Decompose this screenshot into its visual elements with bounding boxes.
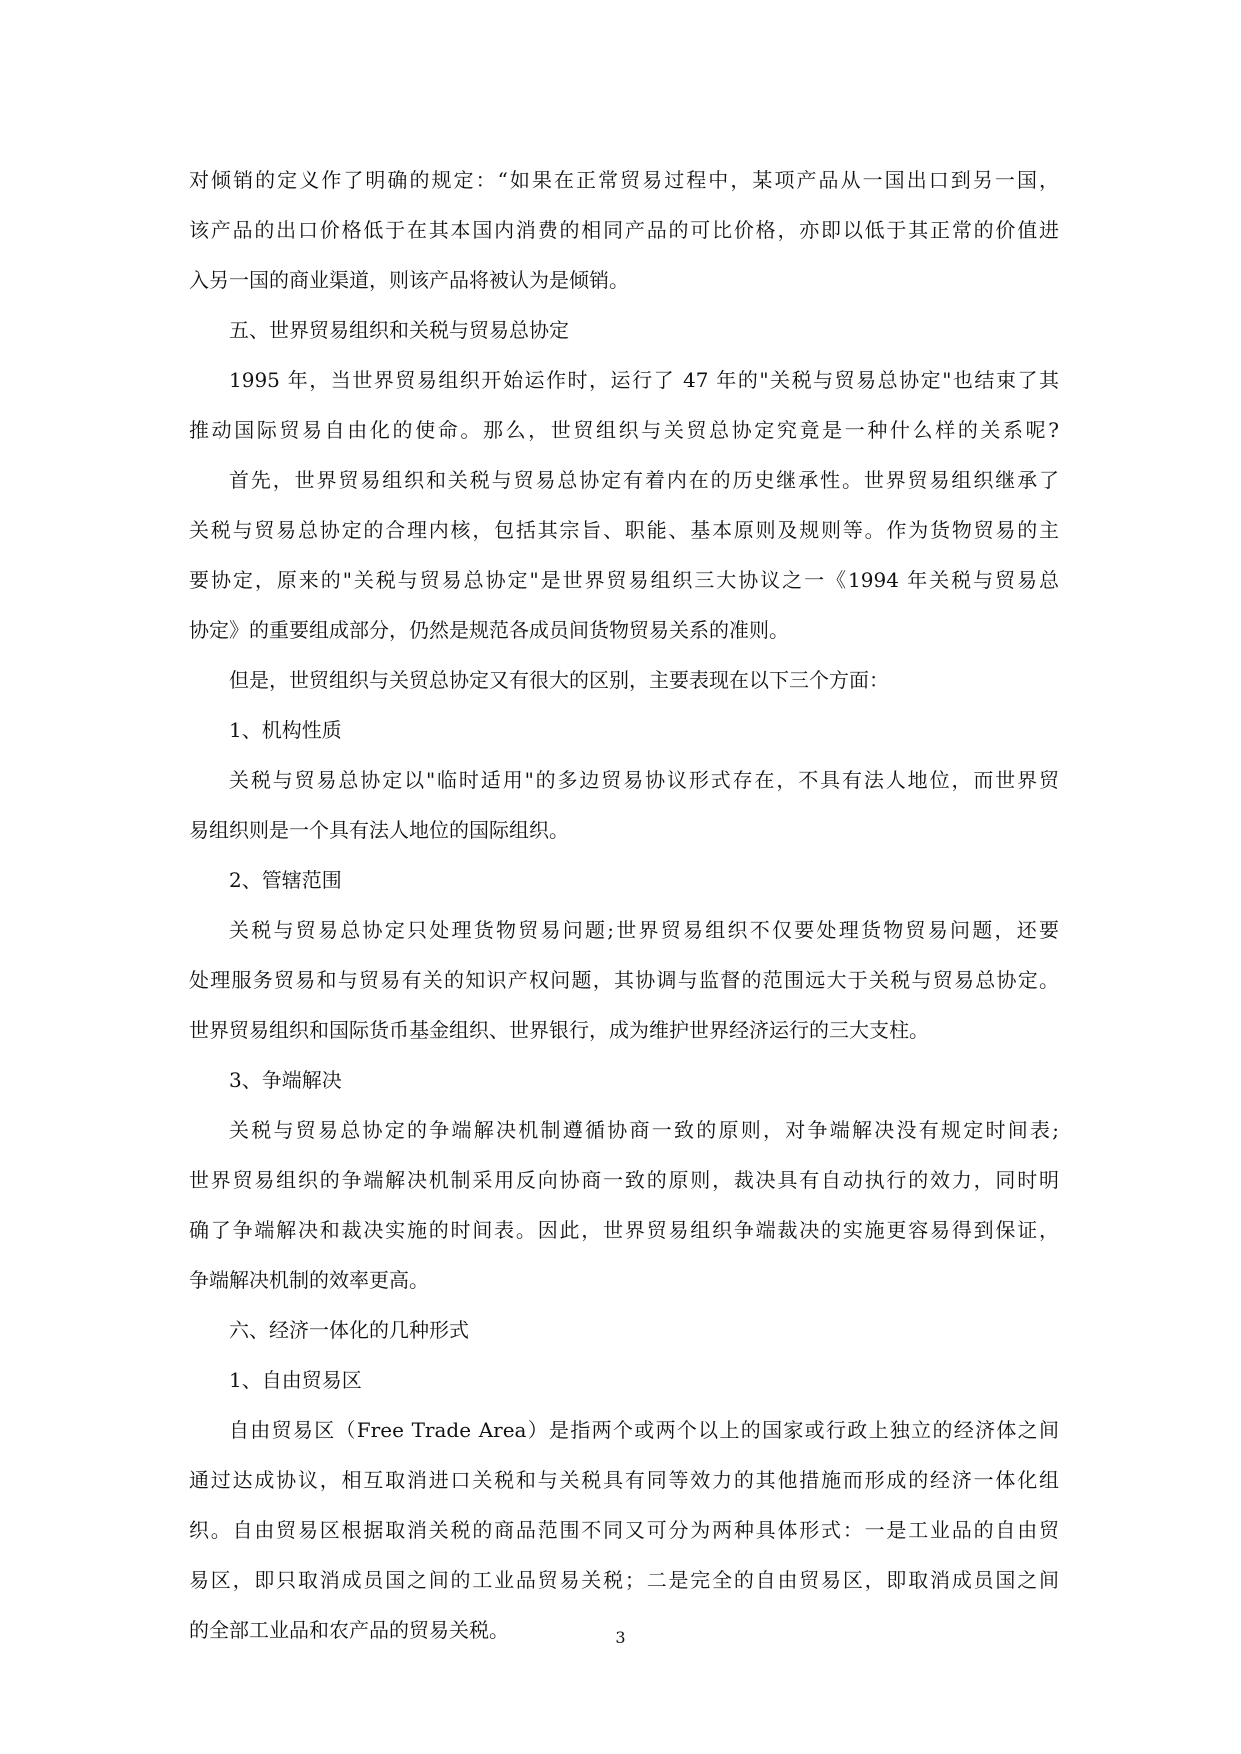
body-text-line: 处理服务贸易和与贸易有关的知识产权问题，其协调与监督的范围远大于关税与贸易总协定。 [189, 968, 1059, 992]
body-text-line: 通过达成协议，相互取消进口关税和与关税具有同等效力的其他措施而形成的经济一体化组 [189, 1468, 1059, 1492]
body-text-line: 的全部工业品和农产品的贸易关税。 [189, 1618, 509, 1642]
body-text-line: 对倾销的定义作了明确的规定：“如果在正常贸易过程中，某项产品从一国出口到另一国， [189, 168, 1059, 192]
section-heading: 五、世界贸易组织和关税与贸易总协定 [229, 318, 569, 342]
section-heading: 六、经济一体化的几种形式 [229, 1318, 469, 1342]
body-text-line: 世界贸易组织和国际货币基金组织、世界银行，成为维护世界经济运行的三大支柱。 [189, 1018, 929, 1042]
body-text-line: 确了争端解决和裁决实施的时间表。因此，世界贸易组织争端裁决的实施更容易得到保证， [189, 1218, 1059, 1242]
document-body [189, 155, 1059, 1655]
body-text-line: 1995 年，当世界贸易组织开始运作时，运行了 47 年的"关税与贸易总协定"也结束了其 [229, 368, 1059, 392]
body-text-line: 关税与贸易总协定的合理内核，包括其宗旨、职能、基本原则及规则等。作为货物贸易的主 [189, 518, 1059, 542]
body-text-line: 该产品的出口价格低于在其本国内消费的相同产品的可比价格，亦即以低于其正常的价值进 [189, 218, 1059, 242]
body-text-line: 协定》的重要组成部分，仍然是规范各成员间货物贸易关系的准则。 [189, 618, 789, 642]
body-text-line: 要协定，原来的"关税与贸易总协定"是世界贸易组织三大协议之一《1994 年关税与贸易总 [189, 568, 1059, 592]
body-text-line: 关税与贸易总协定只处理货物贸易问题;世界贸易组织不仅要处理货物贸易问题，还要 [229, 918, 1059, 942]
body-text-line: 易区，即只取消成员国之间的工业品贸易关税；二是完全的自由贸易区，即取消成员国之间 [189, 1568, 1059, 1592]
body-text-line: 关税与贸易总协定以"临时适用"的多边贸易协议形式存在，不具有法人地位，而世界贸 [229, 768, 1059, 792]
subsection-heading: 2、管辖范围 [229, 868, 342, 892]
subsection-heading: 3、争端解决 [229, 1068, 342, 1092]
page-number: 3 [615, 1628, 626, 1647]
body-text-line: 自由贸易区（Free Trade Area）是指两个或两个以上的国家或行政上独立的经济体之间 [229, 1418, 1059, 1442]
subsection-heading: 1、机构性质 [229, 718, 342, 742]
body-text-line: 关税与贸易总协定的争端解决机制遵循协商一致的原则，对争端解决没有规定时间表; [229, 1118, 1059, 1142]
body-text-line: 争端解决机制的效率更高。 [189, 1268, 429, 1292]
body-text-line: 易组织则是一个具有法人地位的国际组织。 [189, 818, 569, 842]
subsection-heading: 1、自由贸易区 [229, 1368, 362, 1392]
body-text-line: 世界贸易组织的争端解决机制采用反向协商一致的原则，裁决具有自动执行的效力，同时明 [189, 1168, 1059, 1192]
body-text-line: 但是，世贸组织与关贸总协定又有很大的区别，主要表现在以下三个方面： [229, 668, 889, 692]
body-text-line: 入另一国的商业渠道，则该产品将被认为是倾销。 [189, 268, 629, 292]
body-text-line: 推动国际贸易自由化的使命。那么，世贸组织与关贸总协定究竟是一种什么样的关系呢? [189, 418, 1059, 442]
body-text-line: 首先，世界贸易组织和关税与贸易总协定有着内在的历史继承性。世界贸易组织继承了 [229, 468, 1059, 492]
body-text-line: 织。自由贸易区根据取消关税的商品范围不同又可分为两种具体形式：一是工业品的自由贸 [189, 1518, 1059, 1542]
